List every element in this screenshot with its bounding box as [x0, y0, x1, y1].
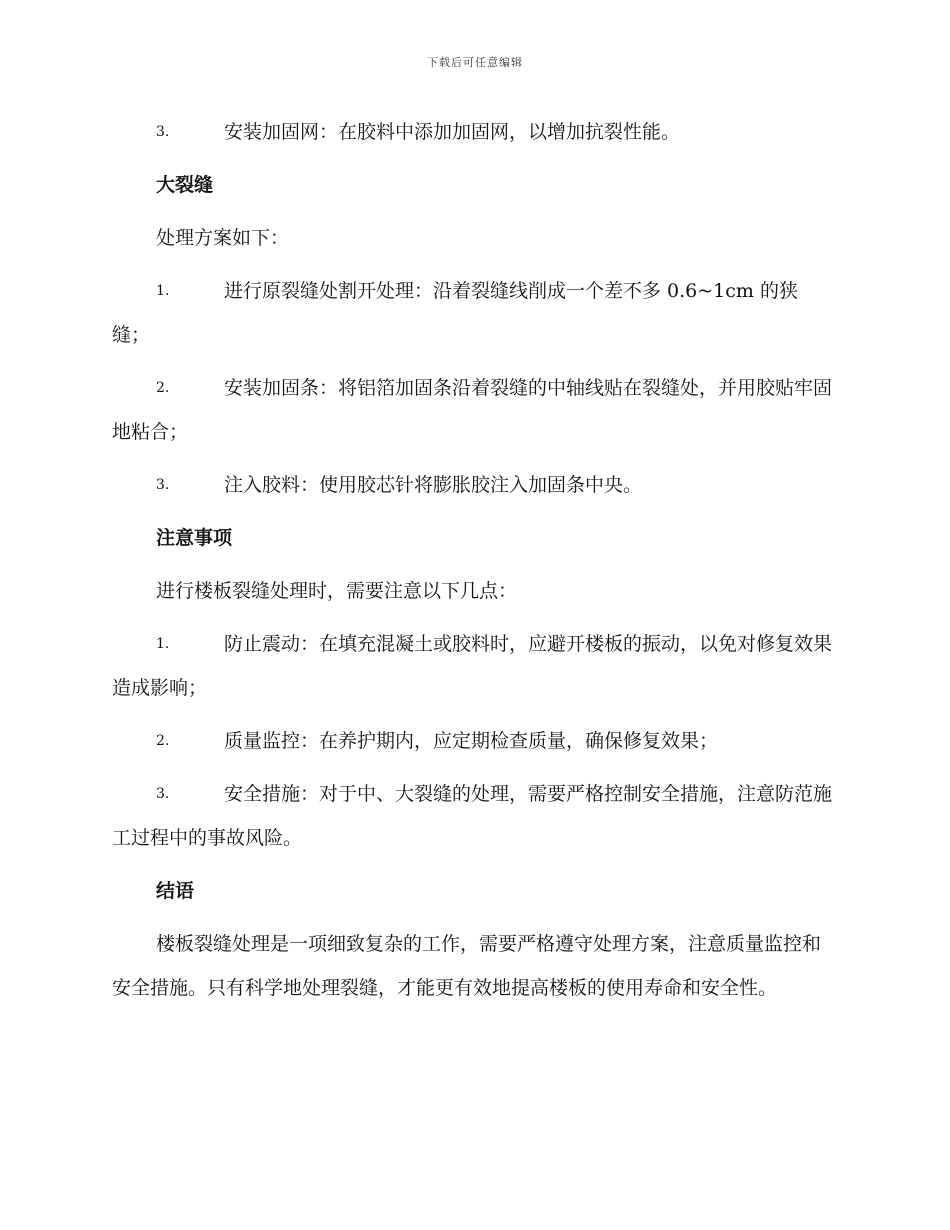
list-item-safety-measures [112, 772, 832, 860]
paragraph-plan-intro: 处理方案如下： [156, 227, 290, 249]
list-number: 1. [156, 636, 170, 652]
paragraph-conclusion: 楼板裂缝处理是一项细致复杂的工作，需要严格遵守处理方案，注意质量监控和安全措施。只有科学地处理裂缝，才能更有效地提高楼板的使用寿命和安全性。 [112, 933, 822, 999]
list-item-quality-monitoring [112, 719, 832, 763]
list-number: 3. [156, 786, 170, 802]
list-item-text: 防止震动：在填充混凝土或胶料时，应避开楼板的振动，以免对修复效果造成影响； [112, 633, 833, 699]
list-item-cut-crack [112, 269, 832, 357]
list-item-inject-glue [112, 463, 832, 507]
list-number: 2. [156, 380, 170, 396]
list-item-install-strip [112, 366, 832, 454]
paragraph-precautions-intro: 进行楼板裂缝处理时，需要注意以下几点： [156, 580, 518, 602]
list-number: 1. [156, 283, 170, 299]
list-number: 3. [156, 477, 170, 493]
section-heading-large-cracks: 大裂缝 [156, 174, 214, 196]
list-item-text: 安全措施：对于中、大裂缝的处理，需要严格控制安全措施，注意防范施工过程中的事故风险。 [112, 783, 833, 849]
list-item-prevent-vibration [112, 622, 832, 710]
document-body [112, 110, 832, 1019]
list-item-text: 质量监控：在养护期内，应定期检查质量，确保修复效果； [224, 730, 719, 752]
list-number: 2. [156, 733, 170, 749]
section-heading-precautions: 注意事项 [156, 527, 233, 549]
list-item-text: 安装加固网：在胶料中添加加固网，以增加抗裂性能。 [224, 121, 681, 143]
list-number: 3. [156, 124, 170, 140]
section-heading-conclusion: 结语 [156, 880, 195, 902]
list-item-install-mesh [112, 110, 832, 154]
list-item-text: 进行原裂缝处割开处理：沿着裂缝线削成一个差不多 0.6~1cm 的狭缝； [112, 280, 798, 346]
list-item-text: 安装加固条：将铝箔加固条沿着裂缝的中轴线贴在裂缝处，并用胶贴牢固地粘合； [112, 377, 833, 443]
page-header: 下载后可任意编辑 [427, 56, 523, 69]
list-item-text: 注入胶料：使用胶芯针将膨胀胶注入加固条中央。 [224, 474, 643, 496]
